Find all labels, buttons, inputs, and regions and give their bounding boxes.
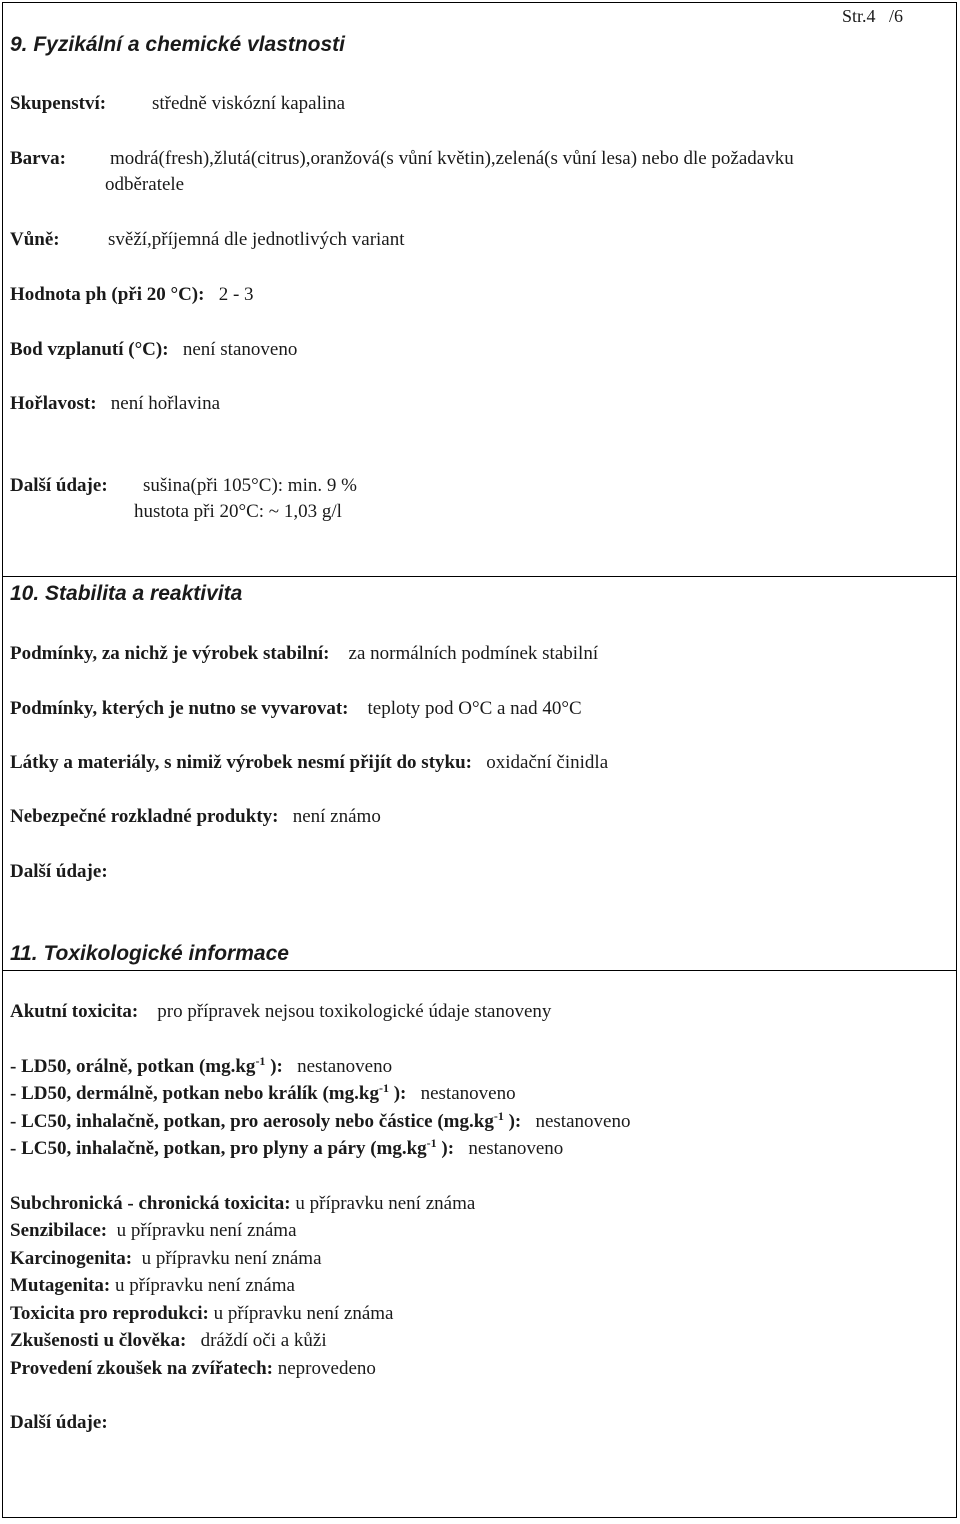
sub-row [10, 1193, 475, 1215]
state-label: Skupenství: [10, 93, 107, 114]
sub-label: Subchronická - chronická toxicita: [10, 1193, 291, 1214]
s11-other-label: Další údaje: [10, 1412, 108, 1433]
page-number: Str.4 /6 [842, 6, 904, 26]
lc50-gas-label: - LC50, inhalačně, potkan, pro plyny a páry (mg.kg [10, 1138, 427, 1159]
stable-label: Podmínky, za nichž je výrobek stabilní: [10, 643, 330, 664]
ph-label: Hodnota ph (při 20 °C): [10, 284, 205, 305]
ld50-oral-sup: -1 [255, 1054, 266, 1068]
lc50-aer-sup: -1 [493, 1109, 504, 1123]
ld50-derm-value: nestanoveno [420, 1083, 516, 1104]
decomp-row [10, 806, 381, 828]
state-value: středně viskózní kapalina [152, 93, 346, 114]
ld50-oral-value: nestanoveno [297, 1056, 393, 1077]
ld50-derm-sup: -1 [378, 1081, 389, 1095]
odor-row [10, 229, 60, 251]
ld50-derm-label: - LD50, dermálně, potkan nebo králík (mg.kg [10, 1083, 379, 1104]
divider-s10 [2, 576, 957, 577]
carc-row [10, 1248, 322, 1270]
odor-value: svěží,příjemná dle jednotlivých variant [108, 229, 405, 250]
decomp-value: není známo [292, 806, 381, 827]
repro-row [10, 1303, 393, 1325]
state-row [10, 93, 106, 115]
top-border [2, 2, 957, 3]
ph-value: 2 - 3 [218, 284, 254, 305]
color-row [10, 148, 66, 170]
human-value: dráždí oči a kůži [200, 1330, 327, 1351]
s10-other-label: Další údaje: [10, 861, 108, 882]
decomp-label: Nebezpečné rozkladné produkty: [10, 806, 279, 827]
flash-value: není stanoveno [182, 339, 298, 360]
bottom-border [2, 1517, 957, 1518]
sub-value: u přípravku není známa [295, 1193, 476, 1214]
lc50-aer-close: ): [508, 1111, 522, 1132]
s9-other-row [10, 475, 108, 497]
ld50-derm-row [10, 1083, 516, 1105]
sens-label: Senzibilace: [10, 1220, 108, 1241]
animal-label: Provedení zkoušek na zvířatech: [10, 1358, 273, 1379]
flam-row [10, 393, 220, 415]
lc50-gas-close: ): [441, 1138, 455, 1159]
flam-label: Hořlavost: [10, 393, 97, 414]
color-value-line1: modrá(fresh),žlutá(citrus),oranžová(s vůní květin),zelená(s vůní lesa) nebo dle požadavku [110, 148, 794, 169]
s9-other-label: Další údaje: [10, 475, 108, 496]
muta-label: Mutagenita: [10, 1275, 111, 1296]
color-value-line2: odběratele [105, 174, 185, 195]
avoid-value: teploty pod O°C a nad 40°C [367, 698, 582, 719]
incomp-row [10, 752, 608, 774]
lc50-aer-row [10, 1111, 630, 1133]
ld50-oral-close: ): [270, 1056, 283, 1077]
section-10-heading: 10. Stabilita a reaktivita [10, 582, 243, 605]
ph-row [10, 284, 254, 306]
stable-row [10, 643, 598, 665]
ld50-oral-label: - LD50, orálně, potkan (mg.kg [10, 1056, 256, 1077]
avoid-row [10, 698, 582, 720]
carc-value: u přípravku není známa [141, 1248, 322, 1269]
flam-value: není hořlavina [110, 393, 221, 414]
flash-row [10, 339, 297, 361]
lc50-gas-value: nestanoveno [468, 1138, 564, 1159]
muta-row [10, 1275, 295, 1297]
acute-value: pro přípravek nejsou toxikologické údaje stanoveny [157, 1001, 552, 1022]
s9-other-line2: hustota při 20°C: ~ 1,03 g/l [134, 501, 342, 522]
odor-label: Vůně: [10, 229, 60, 250]
animal-row [10, 1358, 376, 1380]
lc50-aer-label: - LC50, inhalačně, potkan, pro aerosoly nebo částice (mg.kg [10, 1111, 494, 1132]
repro-value: u přípravku není známa [213, 1303, 394, 1324]
lc50-aer-value: nestanoveno [535, 1111, 631, 1132]
section-11-heading: 11. Toxikologické informace [10, 942, 289, 965]
incomp-label: Látky a materiály, s nimiž výrobek nesmí přijít do styku: [10, 752, 472, 773]
color-label: Barva: [10, 148, 66, 169]
sens-row [10, 1220, 297, 1242]
animal-value: neprovedeno [277, 1358, 376, 1379]
avoid-label: Podmínky, kterých je nutno se vyvarovat: [10, 698, 349, 719]
repro-label: Toxicita pro reprodukci: [10, 1303, 209, 1324]
divider-s11 [2, 970, 957, 971]
human-row [10, 1330, 327, 1352]
human-label: Zkušenosti u člověka: [10, 1330, 187, 1351]
flash-label: Bod vzplanutí (°C): [10, 339, 169, 360]
s9-other-line1: sušina(při 105°C): min. 9 % [143, 475, 357, 496]
incomp-value: oxidační činidla [486, 752, 609, 773]
acute-row [10, 1001, 551, 1023]
s11-other-row [10, 1412, 108, 1434]
stable-value: za normálních podmínek stabilní [348, 643, 599, 664]
ld50-oral-row [10, 1056, 392, 1078]
lc50-gas-row [10, 1138, 563, 1160]
muta-value: u přípravku není známa [115, 1275, 295, 1296]
ld50-derm-close: ): [393, 1083, 407, 1104]
sens-value: u přípravku není známa [116, 1220, 297, 1241]
lc50-gas-sup: -1 [426, 1136, 437, 1150]
section-9-heading: 9. Fyzikální a chemické vlastnosti [10, 33, 345, 56]
acute-label: Akutní toxicita: [10, 1001, 139, 1022]
carc-label: Karcinogenita: [10, 1248, 133, 1269]
s10-other-row [10, 861, 108, 883]
